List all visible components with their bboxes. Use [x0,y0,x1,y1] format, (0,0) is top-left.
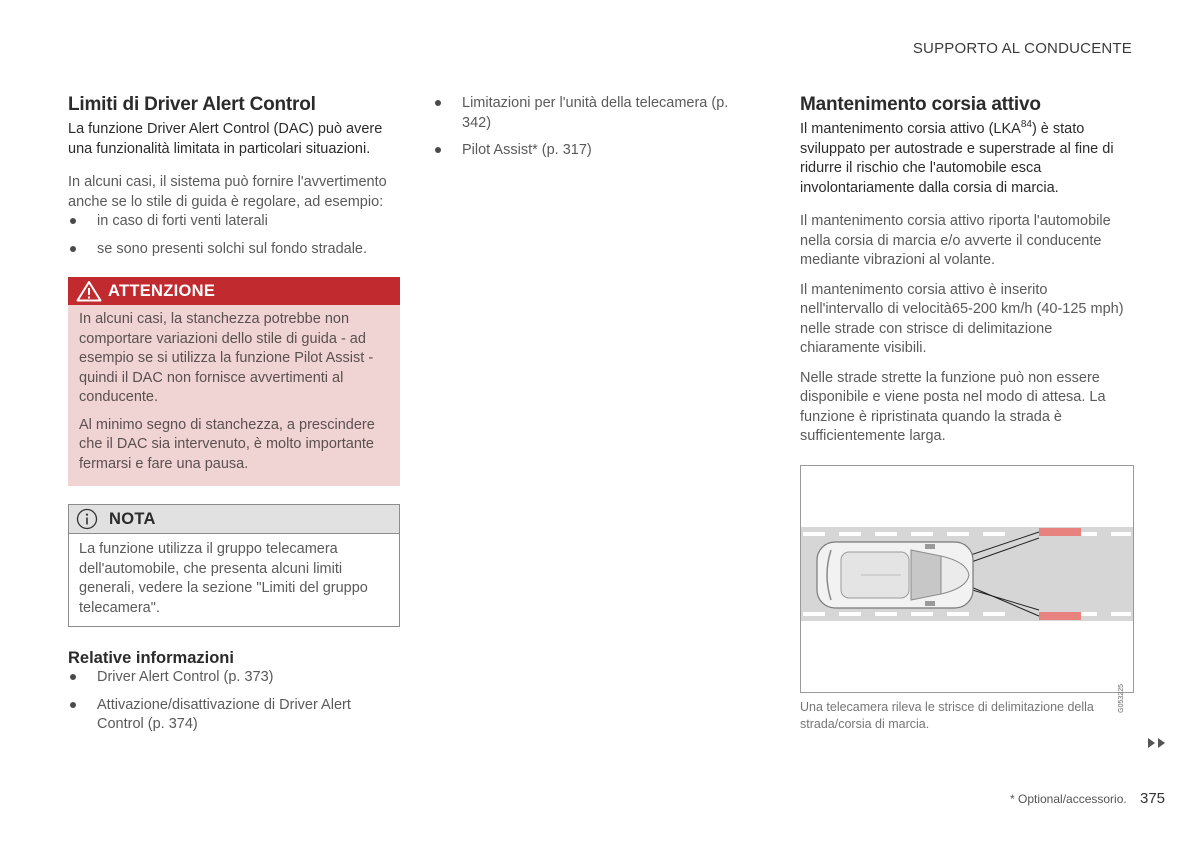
warning-paragraph: In alcuni casi, la stanchezza potrebbe non comportare variazioni dello stile di guida - ad esempio se si utilizza la funzione Pilot Assist - quindi il DAC non fornisce avvertimenti al conducente. [79,311,374,405]
info-icon [76,508,98,530]
note-header [69,505,399,534]
list-item: in caso di forti venti laterali [68,212,400,232]
footnote-optional: * Optional/accessorio. [1010,792,1127,806]
related-continued-list [433,94,733,161]
page-number: 375 [1140,790,1166,807]
car-top-view [817,542,973,608]
warning-body [68,305,400,486]
note-box [68,504,400,627]
warning-triangle-icon [76,280,102,302]
lead-paragraph: Il mantenimento corsia attivo (LKA$^{84}$) è stato sviluppato per autostrade e superstrade al fine di ridurre il rischio che l'automobile esca involontariamente dalla corsia di marcia. [800,119,1114,196]
warning-title: ATTENZIONE [108,281,216,300]
middle-column [433,94,733,161]
related-link-camera-limits[interactable]: Limitazioni per l'unità della telecamera (p. 342) [433,94,733,133]
lane-marking-bottom [803,612,1131,616]
road-diagram [801,466,1133,692]
footnote-ref: 84 [1020,119,1032,131]
note-title: NOTA [109,509,156,528]
note-body [69,534,399,626]
body-paragraph: Il mantenimento corsia attivo è inserito nell'intervallo di velocità65-200 km/h (40-125 mph) nelle strade con strisce di delimitazione chiaramente visibili. [800,281,1124,356]
left-column [68,94,400,735]
intro-paragraph: In alcuni casi, il sistema può fornire l'avvertimento anche se lo stile di guida è regolare, ad esempio: [68,174,387,210]
lead-paragraph: La funzione Driver Alert Control (DAC) può avere una funzionalità limitata in particolari situazioni. [68,121,383,157]
warning-header [68,277,400,305]
body-paragraph: Nelle strade strette la funzione può non essere disponibile e viene posta nel modo di attesa. La funzione è ripristinata quando la strada è sufficientemente larga. [800,369,1106,444]
lane-camera-illustration [800,465,1134,713]
section-heading-lane-keeping: Mantenimento corsia attivo [800,94,1041,115]
body-paragraph: Il mantenimento corsia attivo riporta l'automobile nella corsia di marcia e/o avverte il conducente mediante vibrazioni al volante. [800,213,1111,268]
lane-marking-top [803,532,1131,536]
next-page-icon[interactable] [1146,737,1168,749]
warning-paragraph: Al minimo segno di stanchezza, a prescindere che il DAC sia intervenuto, è molto importante fermarsi e fare una pausa. [79,416,375,472]
related-link-activation[interactable]: Attivazione/disattivazione di Driver Alert Control (p. 374) [68,696,400,735]
related-info-list [68,668,400,735]
figure-code: G053225 [1118,683,1125,713]
detected-lane-marking-bottom [1039,612,1081,620]
related-link-pilot-assist[interactable]: Pilot Assist* (p. 317) [433,141,733,161]
related-info-heading: Relative informazioni [68,649,234,667]
section-title: SUPPORTO AL CONDUCENTE [912,40,1132,57]
detected-lane-marking-top [1039,528,1081,536]
section-heading-dac-limits: Limiti di Driver Alert Control [68,94,316,115]
figure-caption: Una telecamera rileva le strisce di delimitazione della strada/corsia di marcia. [800,699,1094,731]
related-link-driver-alert-control[interactable]: Driver Alert Control (p. 373) [68,668,400,688]
right-column [800,94,1134,733]
list-item: se sono presenti solchi sul fondo stradale. [68,240,400,260]
warning-box [68,277,400,486]
examples-list [68,212,400,259]
note-text: La funzione utilizza il gruppo telecamera dell'automobile, che presenta alcuni limiti generali, vedere la sezione "Limiti del gruppo telecamera". [79,541,368,616]
